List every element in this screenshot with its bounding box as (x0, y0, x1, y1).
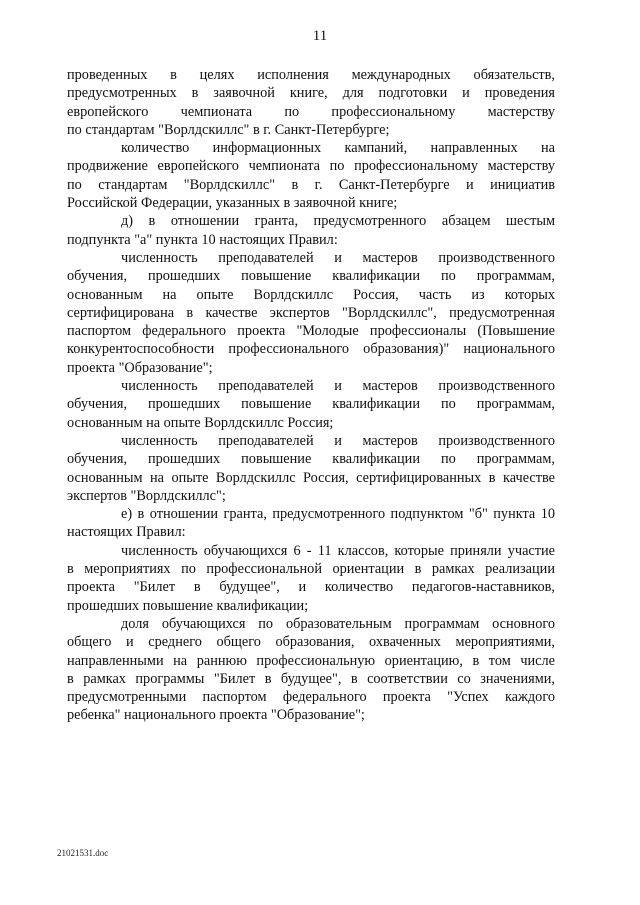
text-line: ребенка" национального проекта "Образование"; (67, 707, 365, 724)
text-line: численность обучающихся 6 - 11 классов, которые приняли участие (121, 542, 555, 559)
document-body (67, 66, 555, 725)
text-line: количество информационных кампаний, направленных на (121, 140, 555, 157)
text-line: проведенных в целях исполнения международных обязательств, (67, 67, 555, 83)
text-line: Российской Федерации, указанных в заявочной книге; (67, 195, 398, 212)
text-line: направленными на раннюю профессиональную ориентацию, в том числе (67, 652, 555, 669)
text-line: проекта "Образование"; (67, 359, 213, 376)
text-line: паспортом федерального проекта "Молодые профессионалы (Повышение (67, 323, 555, 340)
text-line: доля обучающихся по образовательным программам основного (121, 615, 555, 632)
document-filename: 21021531.doc (57, 848, 109, 858)
text-line: основанным на опыте Ворлдскиллс Россия, часть из которых (67, 286, 555, 303)
text-line: сертифицирована в качестве экспертов "Ворлдскиллс", предусмотренная (67, 304, 555, 321)
text-line: подпункта "а" пункта 10 настоящих Правил: (67, 231, 338, 248)
text-line: продвижение европейского чемпионата по профессиональному мастерству (67, 158, 555, 175)
text-line: предусмотренными паспортом федерального проекта "Успех каждого (67, 689, 555, 706)
text-line: по стандартам "Ворлдскиллс" в г. Санкт-Петербурге и инициатив (67, 176, 555, 193)
text-line: обучения, прошедших повышение квалификации по программам, (67, 451, 555, 468)
text-line: д) в отношении гранта, предусмотренного абзацем шестым (121, 213, 555, 230)
text-line: настоящих Правил: (67, 524, 186, 541)
text-line: обучения, прошедших повышение квалификации по программам, (67, 396, 555, 413)
text-line: по стандартам "Ворлдскиллс" в г. Санкт-Петербурге; (67, 121, 390, 138)
text-line: европейского чемпионата по профессиональному мастерству (67, 103, 555, 120)
text-line: экспертов "Ворлдскиллс"; (67, 487, 226, 504)
text-line: конкурентоспособности профессионального образования)" национального (67, 341, 555, 358)
text-line: численность преподавателей и мастеров производственного (121, 378, 555, 395)
text-line: основанным на опыте Ворлдскиллс Россия; (67, 414, 334, 431)
text-line: в мероприятиях по профессиональной ориентации в рамках реализации (67, 561, 555, 578)
text-line: в рамках программы "Билет в будущее", в соответствии со значениями, (67, 670, 555, 687)
text-line: обучения, прошедших повышение квалификации по программам, (67, 268, 555, 285)
page-number: 11 (312, 28, 328, 44)
text-line: предусмотренных в заявочной книге, для подготовки и проведения (67, 85, 555, 102)
text-line: проекта "Билет в будущее", и количество педагогов-наставников, (67, 579, 555, 596)
text-line: численность преподавателей и мастеров производственного (121, 249, 555, 266)
text-line: е) в отношении гранта, предусмотренного подпунктом "б" пункта 10 (121, 506, 555, 523)
text-line: прошедших повышение квалификации; (67, 597, 309, 614)
text-line: численность преподавателей и мастеров производственного (121, 432, 555, 449)
text-line: основанным на опыте Ворлдскиллс Россия, сертифицированных в качестве (67, 469, 555, 486)
text-line: общего и среднего общего образования, охваченных мероприятиями, (67, 634, 555, 651)
